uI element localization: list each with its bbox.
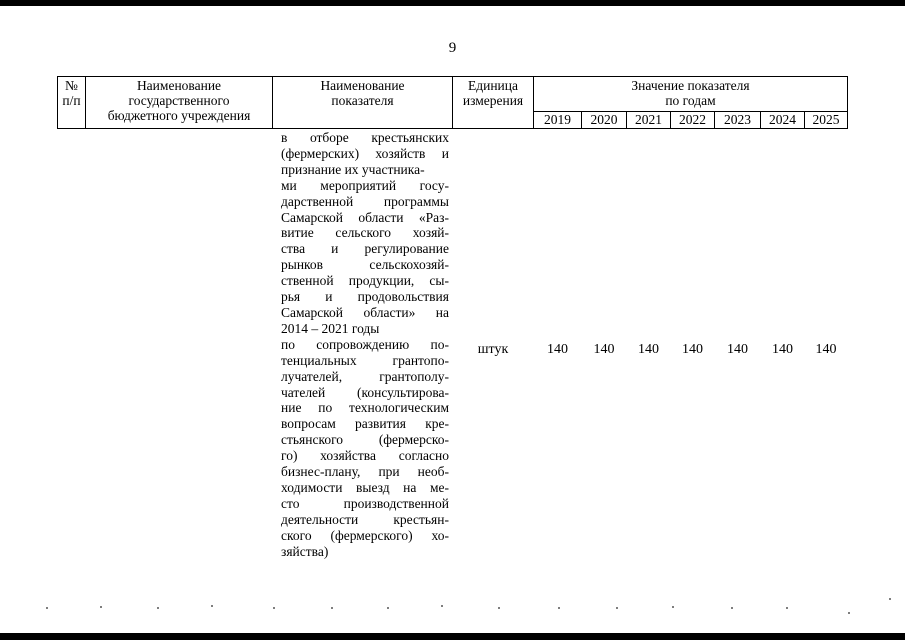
- scan-speck: [848, 612, 850, 614]
- value-2019: 140: [547, 342, 568, 357]
- scan-speck: [331, 607, 333, 609]
- header-num: № п/п: [62, 78, 81, 108]
- scan-speck: [731, 607, 733, 609]
- year-header: 2020: [590, 112, 618, 127]
- scan-speck: [211, 605, 213, 607]
- scan-speck: [46, 607, 48, 609]
- value-2021: 140: [638, 342, 659, 357]
- value-2025: 140: [815, 342, 837, 357]
- year-header: 2024: [769, 112, 796, 127]
- scan-speck: [616, 607, 618, 609]
- scan-speck: [441, 605, 443, 607]
- scan-speck: [387, 607, 389, 609]
- scan-speck: [558, 607, 560, 609]
- value-2023: 140: [727, 342, 748, 357]
- scan-border-top: [0, 0, 905, 6]
- year-header: 2021: [635, 112, 662, 127]
- header-value-by-years: Значение показателя по годам: [631, 78, 750, 108]
- year-header: 2022: [679, 112, 706, 127]
- page-number: 9: [448, 40, 457, 56]
- scan-speck: [889, 598, 891, 600]
- year-header: 2019: [544, 112, 571, 127]
- header-unit: Единица измерения: [462, 78, 524, 108]
- scan-speck: [157, 607, 159, 609]
- value-2024: 140: [772, 342, 793, 357]
- scan-speck: [786, 607, 788, 609]
- scan-speck: [672, 606, 674, 608]
- year-header: 2025: [812, 112, 840, 127]
- value-2020: 140: [593, 342, 615, 357]
- scan-border-bottom: [0, 633, 905, 640]
- header-institution: Наименование государственного бюджетного учреждения: [107, 78, 251, 123]
- scan-speck: [100, 606, 102, 608]
- header-indicator: Наименование показателя: [320, 78, 405, 108]
- year-header: 2023: [724, 112, 751, 127]
- value-2022: 140: [682, 342, 703, 357]
- scan-speck: [498, 607, 500, 609]
- indicator-text: в отборе крестьянских (фермерских) хозяйств и признание их участника- ми мероприятий госу- дарственной программы Самарской области «Раз- витие сельского хозяй- ства и регулирование рынков сельскохозяй- ственной продукции, сы- рья и продовольствия Самарской области» на 2014 – 2021 годы по сопровождению по- тенциальных грантопо- лучателей, грантополу- чателей (консультирова- ние по технологическим вопросам развития кре- стьянского (фермерско- го) хозяйства согласно бизнес-плану, при необ- ходимости выезд на ме- сто производственной деятельности крестьян- ского (фермерского) хо- зяйства): [281, 130, 449, 559]
- unit-value: штук: [477, 342, 509, 357]
- table-right-border: [847, 76, 848, 129]
- scan-speck: [273, 607, 275, 609]
